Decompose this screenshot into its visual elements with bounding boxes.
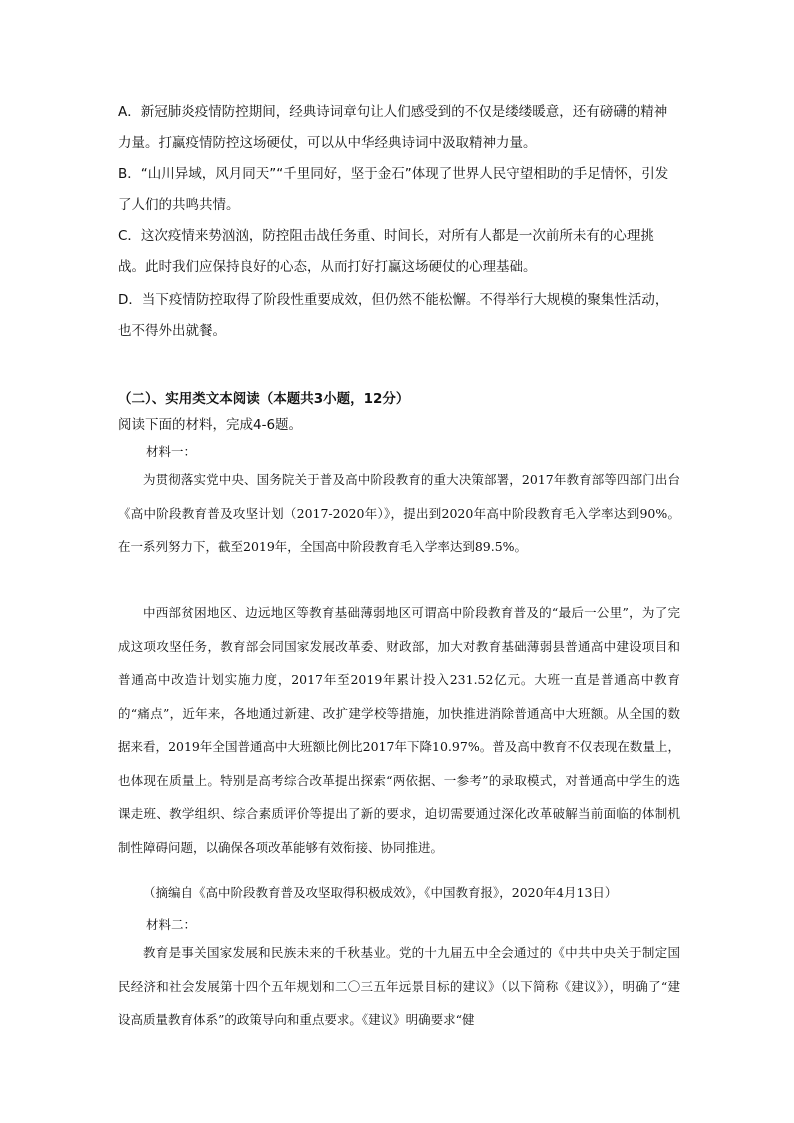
material-one-paragraph-1: 为贯彻落实党中央、国务院关于普及高中阶段教育的重大决策部署，2017年教育部等四部门出台《高中阶段教育普及攻坚计划（2017-2020年）》，提出到2020年高中阶段教育毛入学率达到90%。在一系列努力下，截至2019年，全国高中阶段教育毛入学率达到89.5%。	[118, 472, 680, 554]
option-b: B．“山川异域，风月同天”“千里同好，坚于金石”体现了世界人民守望相助的手足情怀，引发了人们的共鸣共情。	[118, 166, 669, 213]
section-heading: （二）、实用类文本阅读（本题共3小题，12分）	[118, 391, 410, 407]
option-a: A．新冠肺炎疫情防控期间，经典诗词章句让人们感受到的不仅是缕缕暖意，还有磅礴的精神力量。打赢疫情防控这场硬仗，可以从中华经典诗词中汲取精神力量。	[118, 104, 668, 151]
section-instruction: 阅读下面的材料，完成4-6题。	[118, 417, 303, 433]
option-c: C．这次疫情来势汹汹，防控阻击战任务重、时间长，对所有人都是一次前所未有的心理挑战。此时我们应保持良好的心态，从而打好打赢这场硬仗的心理基础。	[118, 228, 654, 275]
option-d: D．当下疫情防控取得了阶段性重要成效，但仍然不能松懈。不得举行大规模的聚集性活动，也不得外出就餐。	[118, 292, 669, 339]
material-one-source: （摘编自《高中阶段教育普及攻坚取得积极成效》，《中国教育报》，2020年4月13日）	[143, 885, 618, 900]
material-two-paragraph-1: 教育是事关国家发展和民族未来的千秋基业。党的十九届五中全会通过的《中共中央关于制定国民经济和社会发展第十四个五年规划和二〇三五年远景目标的建议》（以下简称《建议》），明确了“建设高质量教育体系”的政策导向和重点要求。《建议》明确要求“健	[118, 945, 680, 1027]
material-two-label: 材料二：	[146, 917, 197, 932]
material-one-label: 材料一：	[146, 444, 197, 459]
material-one-paragraph-2: 中西部贫困地区、边远地区等教育基础薄弱地区可谓高中阶段教育普及的“最后一公里”，为了完成这项攻坚任务，教育部会同国家发展改革委、财政部，加大对教育基础薄弱县普通高中建设项目和普通高中改造计划实施力度，2017年至2019年累计投入231.52亿元。大班一直是普通高中教育的“痛点”，近年来，各地通过新建、改扩建学校等措施，加快推进消除普通高中大班额。从全国的数据来看，2019年全国普通高中大班额比例比2017年下降10.97%。普及高中教育不仅表现在数量上，也体现在质量上。特别是高考综合改革提出探索“两依据、一参考”的录取模式，对普通高中学生的选课走班、教学组织、综合素质评价等提出了新的要求，迫切需要通过深化改革破解当前面临的体制机制性障碍问题，以确保各项改革能够有效衔接、协同推进。	[118, 605, 680, 855]
